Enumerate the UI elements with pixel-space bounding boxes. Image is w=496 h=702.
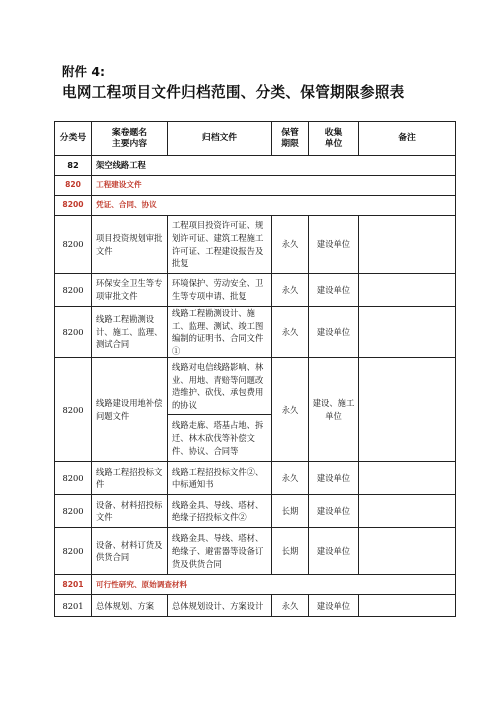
row-topic: 环保安全卫生等专项审批文件 [92, 274, 168, 307]
section-row [55, 196, 456, 216]
section-label: 架空线路工程 [92, 156, 456, 176]
table-row [55, 358, 456, 415]
row-code: 8200 [55, 462, 92, 495]
row-topic: 项目投资规划审批文件 [92, 216, 168, 274]
row-collector: 建设单位 [309, 528, 359, 575]
row-code: 8200 [55, 216, 92, 274]
row-collector: 建设单位 [309, 307, 359, 358]
row-collector: 建设、施工单位 [309, 358, 359, 462]
attachment-label: 附件 4: [62, 64, 106, 79]
row-notes [359, 495, 456, 528]
row-files: 线路金具、导线、塔材、绝缘子、避雷器等设备订货及供货合同 [168, 528, 272, 575]
row-notes [359, 462, 456, 495]
section-code: 82 [55, 156, 92, 176]
header-notes: 备注 [359, 122, 456, 156]
table-row [55, 595, 456, 617]
header-files: 归档文件 [168, 122, 272, 156]
row-collector: 建设单位 [309, 495, 359, 528]
row-files-secondary: 线路走廊、塔基占地、拆迁、林木砍伐等补偿文件、协议、合同等 [168, 415, 272, 462]
row-files: 总体规划设计、方案设计 [168, 595, 272, 617]
row-topic: 设备、材料招投标文件 [92, 495, 168, 528]
section-code: 820 [55, 176, 92, 196]
header-collector: 收集 单位 [309, 122, 359, 156]
row-retention: 永久 [272, 307, 309, 358]
row-retention: 长期 [272, 528, 309, 575]
header-code: 分类号 [55, 122, 92, 156]
section-row [55, 575, 456, 595]
row-notes [359, 216, 456, 274]
row-code: 8200 [55, 274, 92, 307]
row-files: 线路金具、导线、塔材、绝缘子招投标文件② [168, 495, 272, 528]
table-row [55, 495, 456, 528]
table-row [55, 307, 456, 358]
header-retention: 保管 期限 [272, 122, 309, 156]
row-retention: 永久 [272, 358, 309, 462]
section-label: 凭证、合同、协议 [92, 196, 456, 216]
row-retention: 永久 [272, 274, 309, 307]
table-header-row [55, 122, 456, 156]
section-label: 可行性研究、原始调查材料 [92, 575, 456, 595]
row-retention: 长期 [272, 495, 309, 528]
row-notes [359, 528, 456, 575]
page-title: 电网工程项目文件归档范围、分类、保管期限参照表 [62, 84, 405, 101]
row-collector: 建设单位 [309, 274, 359, 307]
archive-reference-table [54, 121, 456, 617]
header-topic: 案卷题名 主要内容 [92, 122, 168, 156]
section-label: 工程建设文件 [92, 176, 456, 196]
row-collector: 建设单位 [309, 216, 359, 274]
row-notes [359, 358, 456, 462]
row-files: 工程项目投资许可证、规划许可证、建筑工程施工许可证、工程建设报告及批复 [168, 216, 272, 274]
section-code: 8200 [55, 196, 92, 216]
section-row [55, 156, 456, 176]
table-row [55, 274, 456, 307]
row-code: 8200 [55, 495, 92, 528]
row-retention: 永久 [272, 462, 309, 495]
row-retention: 永久 [272, 216, 309, 274]
row-collector: 建设单位 [309, 595, 359, 617]
row-notes [359, 307, 456, 358]
row-topic: 线路工程招投标文件 [92, 462, 168, 495]
row-retention: 永久 [272, 595, 309, 617]
document-header [62, 64, 405, 103]
row-code: 8201 [55, 595, 92, 617]
row-files: 环境保护、劳动安全、卫生等专项申请、批复 [168, 274, 272, 307]
row-code: 8200 [55, 528, 92, 575]
row-code: 8200 [55, 307, 92, 358]
row-notes [359, 595, 456, 617]
section-row [55, 176, 456, 196]
row-notes [359, 274, 456, 307]
table-row [55, 462, 456, 495]
row-topic: 设备、材料订货及供货合同 [92, 528, 168, 575]
row-collector: 建设单位 [309, 462, 359, 495]
row-topic: 线路建设用地补偿问题文件 [92, 358, 168, 462]
row-topic: 总体规划、方案 [92, 595, 168, 617]
table-row [55, 528, 456, 575]
row-files: 线路对电信线路影响、林业、用地、青赔等问题改造维护、砍伐、承包费用的协议 [168, 358, 272, 415]
table-row [55, 216, 456, 274]
row-files: 线路工程勘测设计、施工、监理、测试、竣工图编制的证明书、合同文件① [168, 307, 272, 358]
row-files: 线路工程招投标文件②、中标通知书 [168, 462, 272, 495]
row-code: 8200 [55, 358, 92, 462]
section-code: 8201 [55, 575, 92, 595]
row-topic: 线路工程勘测设计、施工、监理、测试合同 [92, 307, 168, 358]
